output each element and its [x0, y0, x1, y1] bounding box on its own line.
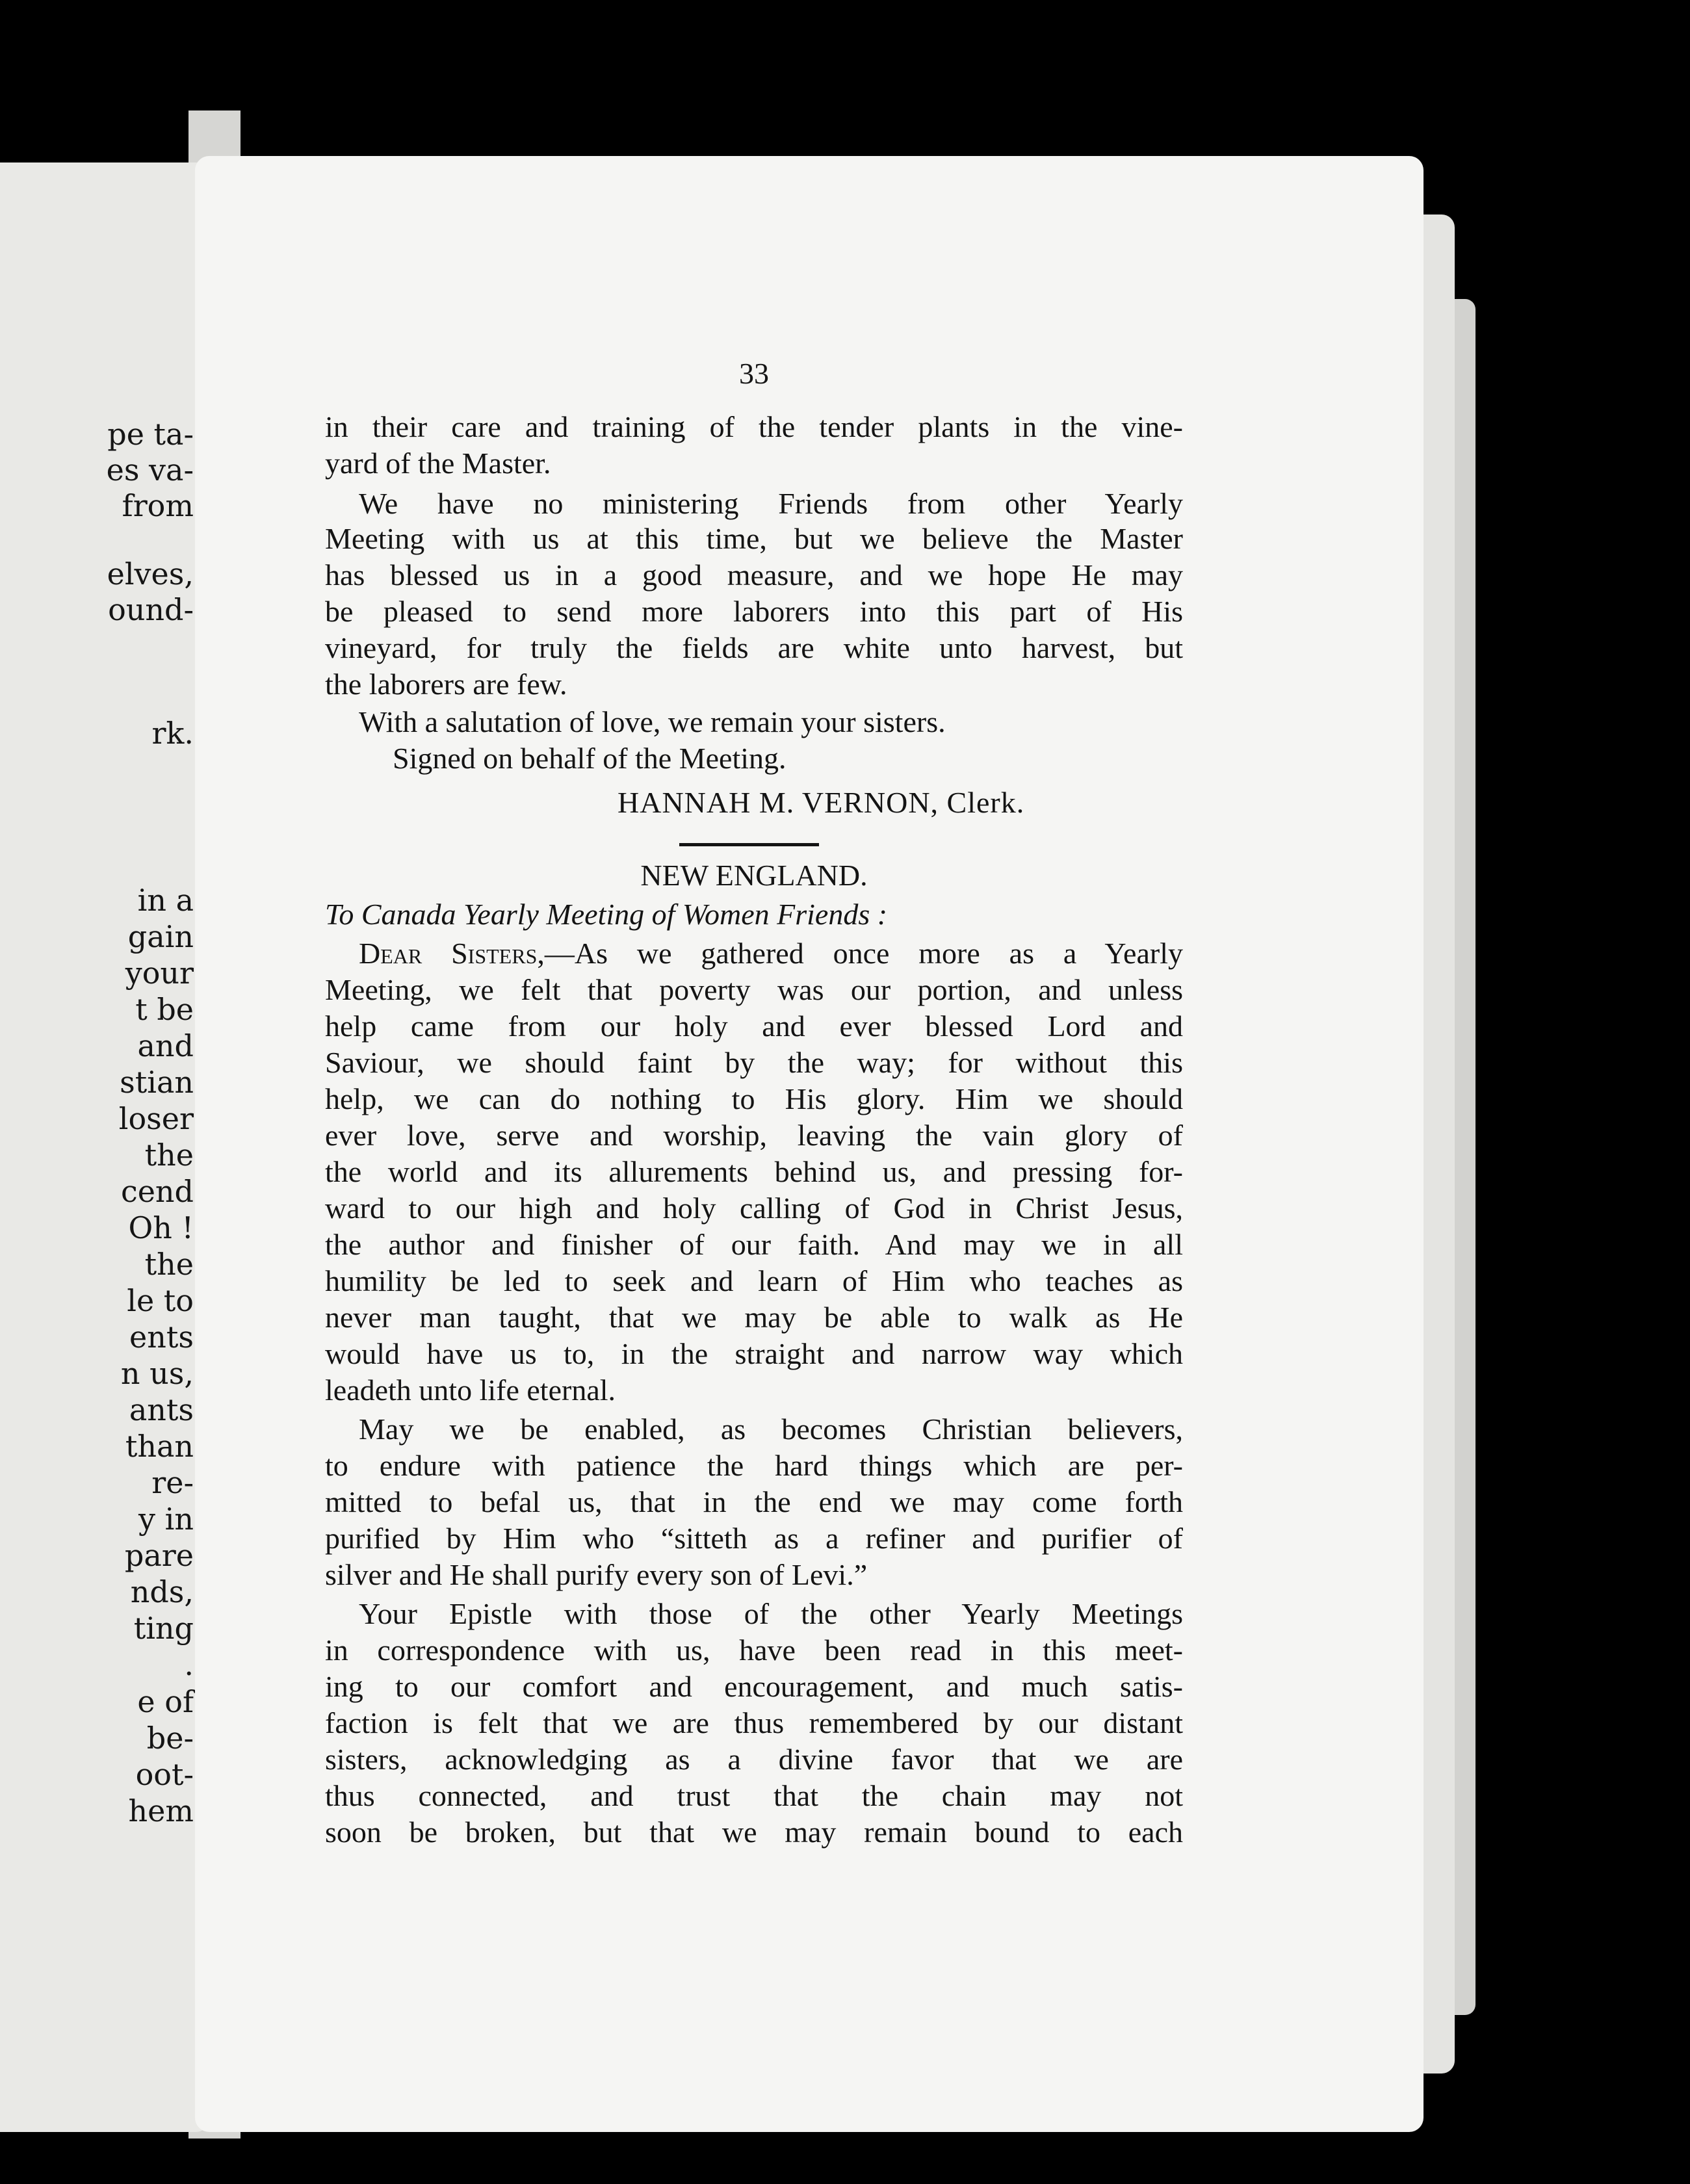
text-line: be pleased to send more laborers into this part of His — [325, 595, 1183, 628]
left-fragment: n us, — [120, 1356, 194, 1391]
section-rule — [679, 843, 819, 846]
text-line: would have us to, in the straight and narrow way which — [325, 1337, 1183, 1370]
text-line: never man taught, that we may be able to walk as He — [325, 1301, 1183, 1334]
left-fragment: from — [122, 488, 194, 523]
left-fragment: elves, — [107, 556, 194, 592]
text-line-rest: —As we gathered once more as a Yearly — [544, 937, 1183, 970]
address-line: To Canada Yearly Meeting of Women Friends : — [325, 898, 888, 931]
left-fragment: hem — [128, 1793, 194, 1828]
text-line: leadeth unto life eternal. — [325, 1373, 616, 1407]
text-line: sisters, acknowledging as a divine favor that we are — [325, 1743, 1183, 1776]
salutation: Dear Sisters, — [359, 937, 545, 970]
left-fragment: your — [125, 956, 194, 991]
text-line: ever love, serve and worship, leaving the vain glory of — [325, 1119, 1183, 1152]
left-fragment: the — [144, 1247, 194, 1282]
text-line: the author and finisher of our faith. And may we in all — [325, 1228, 1183, 1261]
text-line: We have no ministering Friends from other Yearly — [359, 487, 1183, 520]
left-fragment: re- — [151, 1465, 194, 1500]
left-fragment: be- — [146, 1721, 194, 1756]
text-line: silver and He shall purify every son of Levi.” — [325, 1558, 868, 1591]
text-line: Meeting, we felt that poverty was our portion, and unless — [325, 973, 1183, 1006]
left-fragment: ound- — [108, 592, 194, 627]
left-fragment: es va- — [106, 452, 194, 488]
text-line — [359, 935, 1183, 972]
left-fragment: y in — [138, 1502, 194, 1537]
left-fragment: ants — [129, 1392, 194, 1427]
text-line: Meeting with us at this time, but we believe the Master — [325, 522, 1183, 555]
text-line: help, we can do nothing to His glory. Him we should — [325, 1082, 1183, 1115]
text-line: the world and its allurements behind us, and pressing for- — [325, 1155, 1183, 1188]
left-fragment: . — [184, 1647, 194, 1682]
text-line: the laborers are few. — [325, 668, 567, 701]
signature-clerk: HANNAH M. VERNON, Clerk. — [618, 786, 1025, 819]
text-line: Your Epistle with those of the other Yearly Meetings — [359, 1597, 1183, 1630]
left-fragment: loser — [118, 1101, 194, 1136]
left-fragment: pe ta- — [107, 417, 194, 452]
text-line: May we be enabled, as becomes Christian believers, — [359, 1412, 1183, 1446]
text-line: faction is felt that we are thus remembered by our distant — [325, 1706, 1183, 1739]
text-line: to endure with patience the hard things which are per- — [325, 1449, 1183, 1482]
left-fragment: nds, — [130, 1574, 194, 1609]
text-line: mitted to befal us, that in the end we may come forth — [325, 1485, 1183, 1518]
text-line: yard of the Master. — [325, 447, 551, 480]
left-fragment: than — [125, 1429, 194, 1464]
left-fragment: stian — [120, 1065, 194, 1100]
text-line: purified by Him who “sitteth as a refiner and purifier of — [325, 1522, 1183, 1555]
text-line: humility be led to seek and learn of Him who teaches as — [325, 1264, 1183, 1297]
left-fragment: pare — [124, 1538, 194, 1573]
left-fragment: the — [144, 1138, 194, 1173]
left-facing-page — [0, 162, 208, 2132]
left-fragment: in a — [137, 883, 194, 918]
left-fragment: and — [137, 1028, 194, 1063]
text-line: Saviour, we should faint by the way; for without this — [325, 1046, 1183, 1079]
text-line: thus connected, and trust that the chain may not — [325, 1779, 1183, 1812]
signed-line: Signed on behalf of the Meeting. — [393, 742, 786, 775]
left-fragment: ents — [129, 1320, 194, 1355]
text-line: soon be broken, but that we may remain bound to each — [325, 1815, 1183, 1849]
left-fragment: t be — [135, 992, 194, 1027]
left-fragment: rk. — [151, 716, 194, 751]
text-line: ward to our high and holy calling of God in Christ Jesus, — [325, 1191, 1183, 1225]
text-line: in their care and training of the tender plants in the vine- — [325, 410, 1183, 443]
left-fragment: le to — [127, 1283, 194, 1318]
text-line: With a salutation of love, we remain your sisters. — [359, 705, 946, 738]
left-fragment: Oh ! — [128, 1210, 194, 1245]
section-heading: NEW ENGLAND. — [640, 859, 868, 892]
left-fragment: oot- — [135, 1757, 194, 1792]
left-fragment: cend — [120, 1174, 194, 1209]
text-line: has blessed us in a good measure, and we hope He may — [325, 558, 1183, 592]
left-fragment: e of — [137, 1684, 194, 1719]
text-line: ing to our comfort and encouragement, and much satis- — [325, 1670, 1183, 1703]
text-line: vineyard, for truly the fields are white unto harvest, but — [325, 631, 1183, 664]
left-fragment: gain — [127, 919, 194, 954]
left-fragment: ting — [133, 1611, 194, 1646]
text-line: in correspondence with us, have been read in this meet- — [325, 1633, 1183, 1667]
page-number: 33 — [739, 357, 769, 390]
text-line: help came from our holy and ever blessed Lord and — [325, 1009, 1183, 1043]
